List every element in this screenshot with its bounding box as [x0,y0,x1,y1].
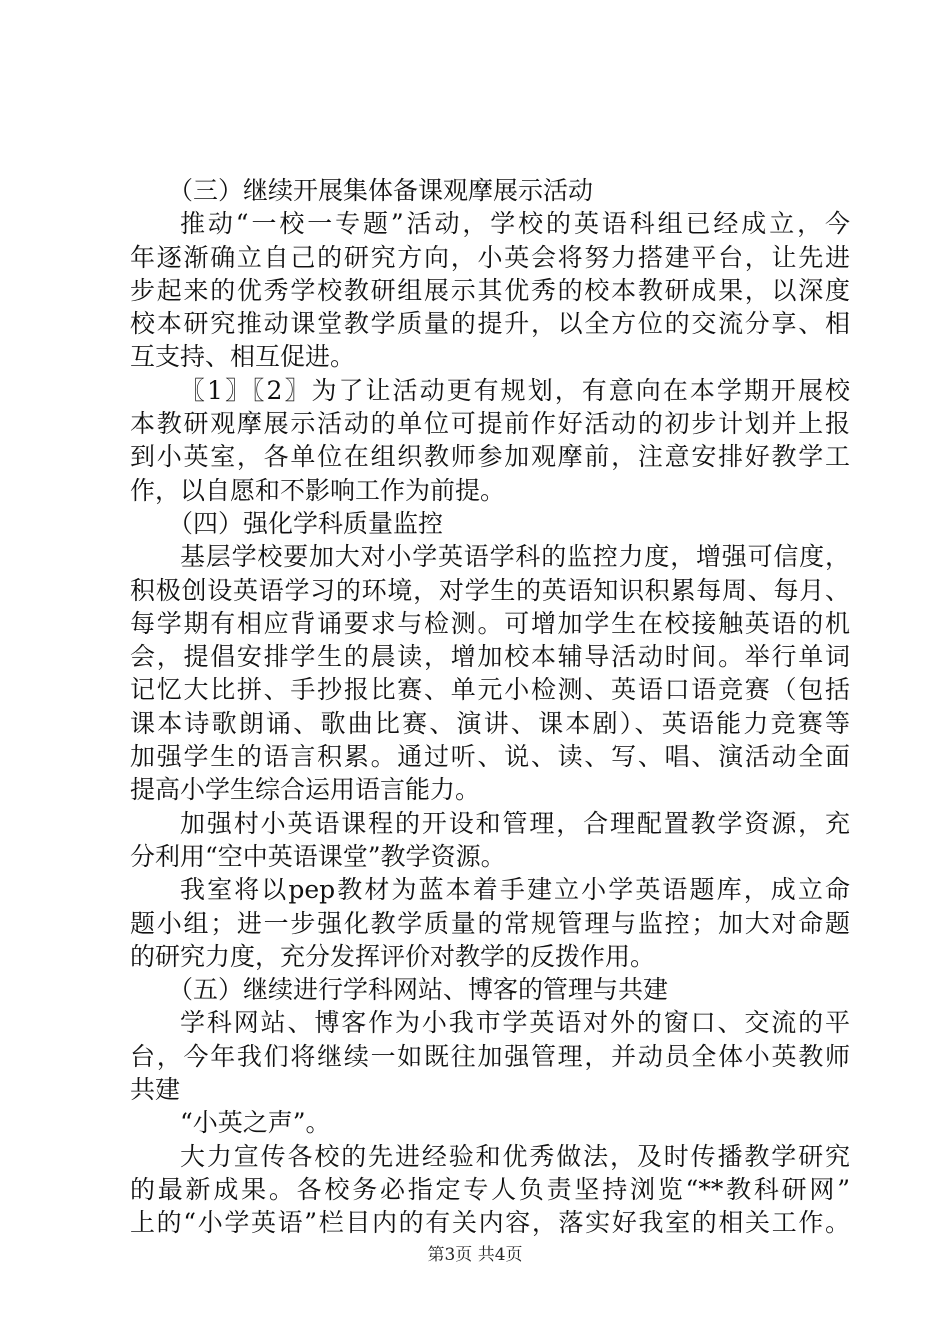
paragraph-line: 题小组；进一步强化教学质量的常规管理与监控；加大对命题 [130,908,850,938]
page-footer: 第3页 共4页 [427,1245,523,1265]
paragraph-line: 会，提倡安排学生的晨读，增加校本辅导活动时间。举行单词 [130,642,850,672]
paragraph-line: 积极创设英语学习的环境，对学生的英语知识积累每周、每月、 [130,575,850,605]
paragraph-line: 互支持、相互促进。 [130,342,356,372]
document-body [130,174,850,1240]
paragraph-line: 提高小学生综合运用语言能力。 [130,775,481,805]
paragraph-line: 共建 [130,1075,181,1105]
section-heading-3: （三）继续开展集体备课观摩展示活动 [168,176,594,205]
paragraph-line: 本教研观摩展示活动的单位可提前作好活动的初步计划并上报 [130,409,850,439]
section-heading-5: （五）继续进行学科网站、博客的管理与共建 [168,975,669,1005]
paragraph-line: 我室将以pep教材为蓝本着手建立小学英语题库，成立命 [180,875,850,905]
paragraph-line: 的研究力度，充分发挥评价对教学的反拨作用。 [130,941,656,971]
paragraph-line: 记忆大比拼、手抄报比赛、单元小检测、英语口语竞赛（包括 [130,675,850,705]
paragraph-line: 台，今年我们将继续一如既往加强管理，并动员全体小英教师 [130,1041,850,1071]
paragraph-line: 加强村小英语课程的开设和管理，合理配置教学资源，充 [180,808,850,838]
paragraph-line: 到小英室，各单位在组织教师参加观摩前，注意安排好教学工 [130,442,850,472]
paragraph-line: 加强学生的语言积累。通过听、说、读、写、唱、演活动全面 [130,742,850,772]
paragraph-line: 基层学校要加大对小学英语学科的监控力度，增强可信度， [180,542,850,572]
paragraph-line: 步起来的优秀学校教研组展示其优秀的校本教研成果，以深度 [130,275,850,305]
paragraph-line: 作，以自愿和不影响工作为前提。 [130,475,506,505]
paragraph-line: 分利用“空中英语课堂”教学资源。 [130,841,506,871]
paragraph-line: 课本诗歌朗诵、歌曲比赛、演讲、课本剧）、英语能力竞赛等 [130,708,850,738]
paragraph-line: 推动“一校一专题”活动，学校的英语科组已经成立，今 [180,209,850,239]
paragraph-line: 校本研究推动课堂教学质量的提升，以全方位的交流分享、相 [130,309,850,339]
section-heading-4: （四）强化学科质量监控 [168,508,444,538]
paragraph-line: 大力宣传各校的先进经验和优秀做法，及时传播教学研究 [180,1141,850,1171]
paragraph-line: 上的“小学英语”栏目内的有关内容，落实好我室的相关工作。 [130,1208,850,1238]
paragraph-line: 〖1〗〖2〗为了让活动更有规划，有意向在本学期开展校 [180,375,850,405]
paragraph-line: “小英之声”。 [180,1108,331,1138]
paragraph-line: 年逐渐确立自己的研究方向，小英会将努力搭建平台，让先进 [130,242,850,272]
paragraph-line: 学科网站、博客作为小我市学英语对外的窗口、交流的平 [180,1008,850,1038]
paragraph-line: 的最新成果。各校务必指定专人负责坚持浏览“**教科研网” [130,1174,850,1204]
paragraph-line: 每学期有相应背诵要求与检测。可增加学生在校接触英语的机 [130,608,850,638]
